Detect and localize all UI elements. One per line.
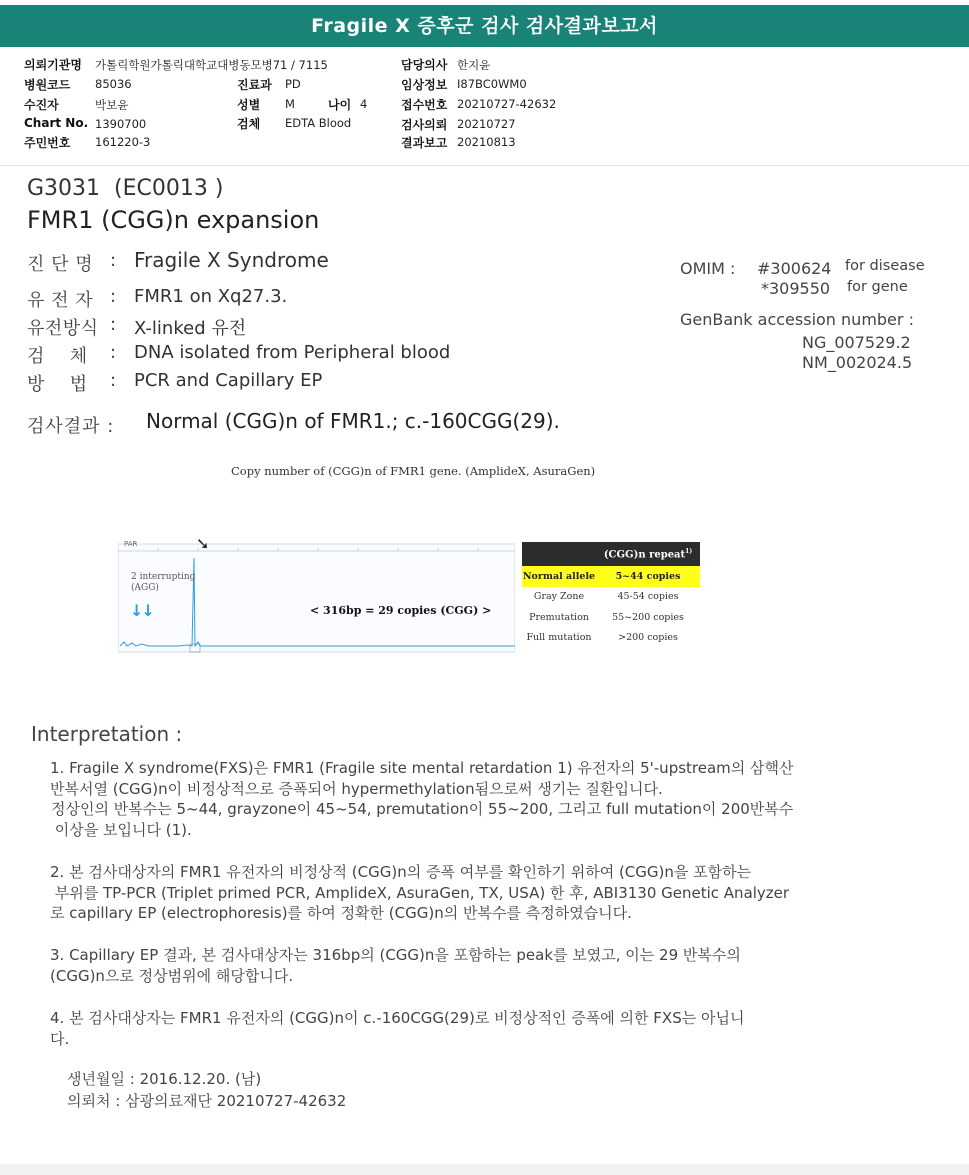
specimen-value: EDTA Blood [285,116,352,130]
sex-label: 성별 [237,98,261,112]
table-header-sup: 1) [685,547,693,555]
field-colon: : [110,250,117,271]
report-title: Fragile X 증후군 검사 검사결과보고서 [0,5,969,47]
genbank-label: GenBank accession number : [680,310,914,329]
clinical-info-label: 임상정보 [401,78,448,92]
doctor-value: 한지윤 [457,58,491,72]
scanned-report [0,166,969,1164]
field-colon: : [110,314,117,335]
chart-value: 1390700 [95,117,147,131]
table-header-text: (CGG)n repeat [603,549,686,561]
agg-arrows-icon: ↓↓ [130,601,153,620]
field-label-diagnosis: 진 단 명 [27,254,94,275]
accession-value: 20210727-42632 [457,97,557,111]
interpretation-paragraph-1 [50,758,794,840]
patient-value: 박보윤 [95,98,129,112]
referrer-value: 삼광의료재단 20210727-42632 [125,1092,347,1110]
genbank-ng: NG_007529.2 [802,333,911,352]
referrer-label: 의뢰처 : [67,1092,126,1110]
institution-value: 가톨릭학원가톨릭대학교대병동모병71 / 7115 [95,58,328,72]
paragraph-line: 2. 본 검사대상자의 FMR1 유전자의 비정상적 (CGG)n의 증폭 여부를 확인하기 위하여 (CGG)n을 포함하는 [50,863,752,881]
field-value-gene: FMR1 on Xq27.3. [134,286,288,307]
paragraph-line: 1. Fragile X syndrome(FXS)은 FMR1 (Fragile site mental retardation 1) 유전자의 5'-upstream의 삼핵산 [50,759,794,777]
field-label-specimen: 검 체 [27,346,88,367]
doctor-label: 담당의사 [401,58,448,72]
field-label-gene: 유 전 자 [27,290,94,311]
table-cell-category: Premutation [529,611,589,623]
peak-arrow-icon: ➘ [196,534,210,553]
table-cell-range: 45-54 copies [617,591,679,603]
omim-disease-note: for disease [845,258,925,274]
result-value: Normal (CGG)n of FMR1.; c.-160CGG(29). [146,409,560,433]
chart-label: Chart No. [24,116,89,130]
paragraph-line: 부위를 TP-PCR (Triplet primed PCR, AmplideX, AsuraGen, TX, USA) 한 후, ABI3130 Genetic Analyzer [50,883,790,902]
field-colon: : [110,286,117,307]
report-date-label: 결과보고 [401,136,448,150]
field-value-specimen: DNA isolated from Peripheral blood [134,342,451,363]
id-label: 주민번호 [24,136,71,150]
field-colon: : [110,370,117,391]
omim-label: OMIM : [680,259,736,278]
interrupt-label-line-1: 2 interrupting [131,572,196,582]
accession-label: 접수번호 [401,98,448,112]
patient-header [0,47,969,165]
field-colon: : [110,342,117,363]
table-cell-category: Full mutation [526,632,592,644]
table-header-row [522,542,700,566]
paragraph-line: 3. Capillary EP 결과, 본 검사대상자는 316bp의 (CGG)n을 포함하는 peak를 보였고, 이는 29 반복수의 [50,946,741,964]
referrer [67,1090,346,1111]
birth-date [67,1068,261,1089]
table-row [522,607,700,628]
interpretation-paragraph-2 [50,862,789,924]
repeat-reference-table [522,542,700,648]
field-value-inheritance: X-linked 유전 [134,318,247,339]
field-value-method: PCR and Capillary EP [134,370,323,391]
request-date-value: 20210727 [457,117,516,131]
interrupt-label-line-2: (AGG) [131,583,159,593]
electropherogram-plot [118,538,515,654]
hospital-code-label: 병원코드 [24,78,71,92]
interpretation-title: Interpretation : [31,722,183,746]
paragraph-line: 다. [50,1029,70,1048]
specimen-label: 검체 [237,117,261,131]
birth-label: 생년월일 : [67,1070,140,1088]
paragraph-line: 이상을 보입니다 (1). [50,820,192,839]
interpretation-paragraph-4 [50,1008,744,1049]
genbank-nm: NM_002024.5 [802,353,913,372]
id-value: 161220-3 [95,135,151,149]
paragraph-line: 로 capillary EP (electrophoresis)를 하여 정확한 (CGG)n의 반복수를 측정하였습니다. [50,904,632,922]
page-bottom-strip [0,1164,969,1175]
table-header-repeat [596,542,700,566]
table-row [522,628,700,649]
clinical-info-value: I87BC0WM0 [457,77,527,91]
table-row [522,566,700,587]
table-cell-range: 55~200 copies [612,611,684,623]
department-value: PD [285,77,301,91]
request-date-label: 검사의뢰 [401,118,448,132]
paragraph-line: 4. 본 검사대상자는 FMR1 유전자의 (CGG)n이 c.-160CGG(29)로 비정상적인 증폭에 의한 FXS는 아닙니 [50,1009,745,1027]
department-label: 진료과 [237,78,272,92]
test-code: G3031 (EC0013 ) [27,176,224,201]
birth-value: 2016.12.20. (남) [139,1070,262,1088]
assay-name: FMR1 (CGG)n expansion [27,206,320,234]
table-cell-range: 5~44 copies [596,566,700,587]
figure-caption: Copy number of (CGG)n of FMR1 gene. (AmplideX, AsuraGen) [231,464,596,478]
table-cell-category: Normal allele [522,566,596,587]
field-label-inheritance: 유전방식 [27,318,99,339]
electropherogram [118,534,515,654]
interrupt-label [131,572,195,594]
paragraph-line: 정상인의 반복수는 5~44, grayzone이 45~54, premutation이 55~200, 그리고 full mutation이 200반복수 [51,800,794,818]
age-value: 4 [360,97,368,111]
paragraph-line: (CGG)n으로 정상범위에 해당합니다. [50,966,294,985]
sex-value: M [285,97,295,111]
interpretation-paragraph-3 [50,945,741,986]
table-header-blank [522,542,596,566]
institution-label: 의뢰기관명 [24,58,82,72]
patient-label: 수진자 [24,98,59,112]
paragraph-line: 반복서열 (CGG)n이 비정상적으로 증폭되어 hypermethylation됨으로써 생기는 질환입니다. [50,779,663,798]
hospital-code-value: 85036 [95,77,132,91]
result-label: 검사결과 : [27,416,115,437]
peak-annotation: < 316bp = 29 copies (CGG) > [310,604,492,617]
field-value-diagnosis: Fragile X Syndrome [134,248,329,272]
field-label-method: 방 법 [27,374,88,395]
omim-disease: #300624 [757,259,832,278]
report-date-value: 20210813 [457,135,516,149]
table-cell-range: >200 copies [618,632,678,644]
omim-gene: *309550 [761,279,831,298]
table-row [522,587,700,608]
table-cell-category: Gray Zone [533,591,585,603]
axis-label: PAR [124,540,138,548]
age-label: 나이 [328,98,352,112]
omim-gene-note: for gene [847,279,908,295]
